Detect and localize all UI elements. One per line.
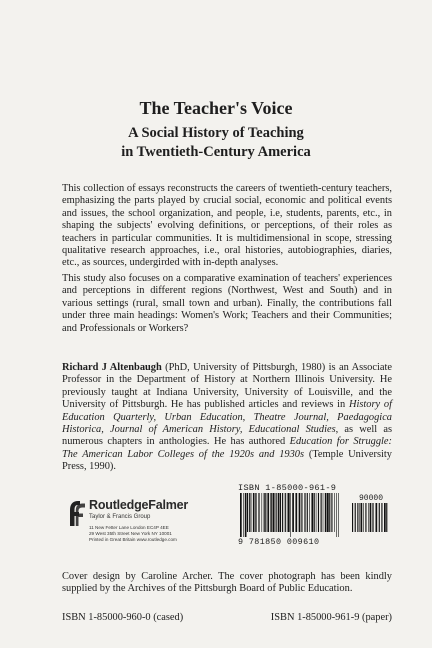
barcode-bar (334, 493, 335, 532)
barcode-bar (267, 493, 269, 532)
barcode-bar (352, 503, 353, 532)
barcode-bar (365, 503, 366, 532)
bio-text-c: (Temple University Press, 1990). (62, 448, 392, 473)
barcode-bar (381, 503, 382, 532)
publisher-group: Taylor & Francis Group (89, 514, 151, 520)
barcode-bar (264, 493, 265, 532)
barcode-bar (355, 503, 356, 532)
barcode-bar (311, 493, 313, 532)
barcode-bar (384, 503, 386, 532)
barcode-bar (304, 493, 305, 532)
barcode-addon-number: 90000 (358, 494, 383, 503)
barcode-bar (323, 493, 324, 532)
barcode-bar (363, 503, 364, 532)
barcode-bar (265, 493, 266, 532)
barcode-bar (276, 493, 277, 532)
barcode-bar (379, 503, 380, 532)
isbn-cased: ISBN 1-85000-960-0 (cased) (62, 612, 184, 623)
barcode-bar (247, 493, 248, 532)
barcode-bar (327, 493, 329, 532)
barcode-bar (357, 503, 358, 532)
barcode-bar (240, 493, 242, 537)
bio-text-b: , as well as numerous chapters in anthologies. He has authored (62, 424, 392, 448)
barcode-bar (316, 493, 317, 532)
subtitle-line-2: in Twentieth-Century America (121, 144, 311, 160)
barcode-bar (258, 493, 259, 532)
description-paragraph-2: This study also focuses on a comparative examination of teachers' experiences and perceptions in different regions (Northwest, West and South) and in various settings (rural, small town and urban). Finally, the contributions fall under three main headings: Women's Work; Teachers and their Communities; and Professionals or Workers? (62, 273, 392, 334)
subtitle-line-1: A Social History of Teaching (128, 125, 304, 141)
barcode-bar (361, 503, 363, 532)
barcode-bar (386, 503, 387, 532)
barcode-bar (262, 493, 263, 532)
barcode-bar (270, 493, 271, 532)
barcode-bar (288, 493, 290, 532)
barcode-bar (292, 493, 294, 532)
barcode-bar (273, 493, 275, 532)
ean-barcode-bars (240, 493, 340, 537)
barcode-bar (271, 493, 272, 532)
bio-journals: History of Education Quarterly, Urban Education, Theatre Journal, Paedagogica Historica, Journal of American History, Educational Studies (62, 399, 392, 436)
barcode-bar (309, 493, 310, 532)
barcode-bar (318, 493, 319, 532)
publisher-logo (62, 496, 222, 556)
book-subtitle (0, 124, 432, 162)
barcode-bar (290, 493, 291, 537)
barcode-bar (329, 493, 330, 532)
bio-book-title: Education for Struggle: The American Labor Colleges of the 1920s and 1930s (62, 436, 393, 460)
author-bio (62, 362, 392, 474)
publisher-name: RoutledgeFalmer (89, 498, 189, 512)
barcode-bar (336, 493, 337, 537)
routledge-mark-icon (62, 498, 88, 528)
barcode-bar (259, 493, 260, 532)
barcode-bar (301, 493, 302, 532)
barcode-bar (243, 493, 244, 537)
barcode-bar (249, 493, 250, 532)
address-line-1: 11 New Fetter Lane London EC4P 4EE (89, 525, 169, 530)
description-paragraph-1: This collection of essays reconstructs the careers of twentieth-century teachers, emphasizing the parts played by crucial social, economic and political events and issues, the school organization, and people, i.e, students, parents, etc., in shaping the subjects' evolving definitions, or perceptions, of their roles as teachers in particular communities. It is multidimensional in scope, stressing qualitative research approaches, i.e., oral histories, autobiographies, diaries, etc., as sources, undergirded with in-depth analyses. (62, 183, 392, 269)
barcode-ean-number: 9 781850 009610 (238, 537, 320, 547)
barcode-bar (282, 493, 283, 532)
barcode-bar (331, 493, 332, 532)
barcode-bar (373, 503, 374, 532)
barcode-bar (251, 493, 252, 532)
barcode-bar (307, 493, 308, 532)
barcode-bar (256, 493, 257, 532)
barcode-bar (359, 503, 360, 532)
barcode-bar (305, 493, 306, 532)
barcode-bar (321, 493, 322, 532)
book-title: The Teacher's Voice (139, 98, 293, 118)
cover-credits: Cover design by Caroline Archer. The cover photograph has been kindly supplied by the Archives of the Pittsburgh Board of Public Education. (62, 571, 392, 595)
barcode (238, 493, 392, 545)
barcode-bar (295, 493, 297, 532)
barcode-bar (325, 493, 327, 532)
barcode-bar (338, 493, 339, 537)
barcode-bar (376, 503, 378, 532)
publisher-address (89, 525, 177, 543)
barcode-bar (370, 503, 372, 532)
barcode-bar (253, 493, 254, 532)
barcode-bar (368, 503, 369, 532)
barcode-bar (278, 493, 280, 532)
barcode-bar (285, 493, 286, 532)
barcode-bar (372, 503, 373, 532)
barcode-bar (245, 493, 247, 537)
address-line-3: Printed in Great Britain www.routledge.com (89, 537, 177, 542)
isbn-paper: ISBN 1-85000-961-9 (paper) (270, 612, 392, 623)
barcode-bar (314, 493, 315, 532)
barcode-bar (287, 493, 288, 532)
bio-text-a: (PhD, University of Pittsburgh, 1980) is an Associate Professor in the Department of History at Northern Illinois University. He previously taught at Indiana University, University of Louisville, and the University of Pittsburgh. He has published articles and reviews in (62, 362, 392, 411)
barcode-bar (299, 493, 301, 532)
barcode-bar (255, 493, 256, 532)
addon-barcode-bars (352, 503, 388, 537)
barcode-bar (280, 493, 281, 532)
author-name: Richard J Altenbaugh (62, 362, 162, 373)
barcode-isbn-label: ISBN 1-85000-961-9 (238, 483, 337, 493)
address-line-2: 29 West 35th Street New York NY 10001 (89, 531, 172, 536)
